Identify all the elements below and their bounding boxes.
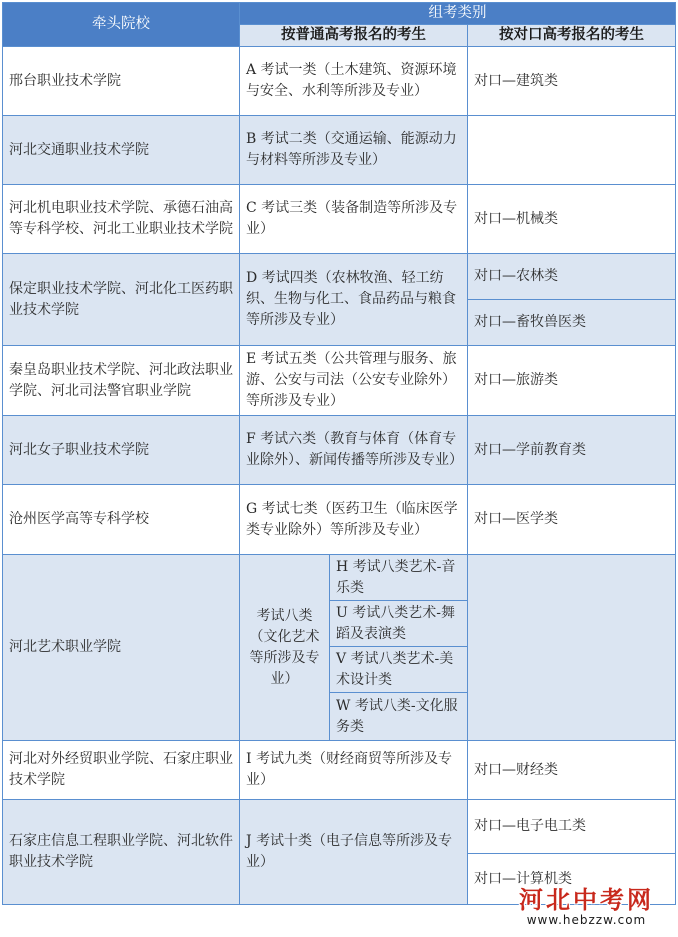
subcategory-cell: U 考试八类艺术-舞蹈及表演类 bbox=[330, 601, 468, 647]
category-cell: F 考试六类（教育与体育（体育专业除外）、新闻传播等所涉及专业） bbox=[240, 416, 468, 485]
table-row bbox=[3, 416, 676, 485]
table-row bbox=[3, 800, 676, 854]
vocational-exam-header: 按对口高考报名的考生 bbox=[468, 25, 676, 47]
vocational-cell: 对口—医学类 bbox=[468, 485, 676, 555]
school-cell: 保定职业技术学院、河北化工医药职业技术学院 bbox=[3, 254, 240, 346]
vocational-cell bbox=[468, 555, 676, 741]
school-cell: 邢台职业技术学院 bbox=[3, 47, 240, 116]
vocational-cell: 对口—学前教育类 bbox=[468, 416, 676, 485]
category-cell: E 考试五类（公共管理与服务、旅游、公安与司法（公安专业除外）等所涉及专业） bbox=[240, 346, 468, 416]
school-cell: 河北交通职业技术学院 bbox=[3, 116, 240, 185]
table-row bbox=[3, 346, 676, 416]
header-row-top bbox=[3, 3, 676, 25]
category-cell: 考试八类（文化艺术等所涉及专业） bbox=[240, 555, 330, 741]
category-cell: I 考试九类（财经商贸等所涉及专业） bbox=[240, 741, 468, 800]
table-row bbox=[3, 47, 676, 116]
school-cell: 河北女子职业技术学院 bbox=[3, 416, 240, 485]
category-cell: J 考试十类（电子信息等所涉及专业） bbox=[240, 800, 468, 905]
site-watermark bbox=[519, 887, 654, 927]
exam-category-table bbox=[2, 2, 676, 905]
table-row bbox=[3, 116, 676, 185]
subcategory-cell: W 考试八类-文化服务类 bbox=[330, 693, 468, 741]
school-cell: 沧州医学高等专科学校 bbox=[3, 485, 240, 555]
watermark-title: 河北中考网 bbox=[519, 885, 654, 914]
school-cell: 河北对外经贸职业学院、石家庄职业技术学院 bbox=[3, 741, 240, 800]
subcategory-cell: H 考试八类艺术-音乐类 bbox=[330, 555, 468, 601]
vocational-cell: 对口—机械类 bbox=[468, 185, 676, 254]
vocational-cell: 对口—农林类 bbox=[468, 254, 676, 300]
exam-group-header: 组考类别 bbox=[240, 3, 676, 25]
category-cell: A 考试一类（土木建筑、资源环境与安全、水利等所涉及专业） bbox=[240, 47, 468, 116]
vocational-cell: 对口—畜牧兽医类 bbox=[468, 300, 676, 346]
category-cell: B 考试二类（交通运输、能源动力与材料等所涉及专业） bbox=[240, 116, 468, 185]
vocational-cell: 对口—电子电工类 bbox=[468, 800, 676, 854]
general-exam-header: 按普通高考报名的考生 bbox=[240, 25, 468, 47]
vocational-cell bbox=[468, 116, 676, 185]
vocational-cell: 对口—财经类 bbox=[468, 741, 676, 800]
school-cell: 河北艺术职业学院 bbox=[3, 555, 240, 741]
table-row bbox=[3, 485, 676, 555]
school-cell: 石家庄信息工程职业学院、河北软件职业技术学院 bbox=[3, 800, 240, 905]
school-cell: 河北机电职业技术学院、承德石油高等专科学校、河北工业职业技术学院 bbox=[3, 185, 240, 254]
vocational-cell: 对口—旅游类 bbox=[468, 346, 676, 416]
watermark-url: www.hebzzw.com bbox=[526, 913, 647, 927]
category-cell: C 考试三类（装备制造等所涉及专业） bbox=[240, 185, 468, 254]
vocational-cell: 对口—计算机类 bbox=[468, 854, 676, 905]
exam-table-container bbox=[2, 2, 676, 905]
table-row bbox=[3, 555, 676, 601]
subcategory-cell: V 考试八类艺术-美术设计类 bbox=[330, 647, 468, 693]
category-cell: G 考试七类（医药卫生（临床医学类专业除外）等所涉及专业） bbox=[240, 485, 468, 555]
category-cell: D 考试四类（农林牧渔、轻工纺织、生物与化工、食品药品与粮食等所涉及专业） bbox=[240, 254, 468, 346]
table-row bbox=[3, 741, 676, 800]
table-row bbox=[3, 185, 676, 254]
table-row bbox=[3, 254, 676, 300]
vocational-cell: 对口—建筑类 bbox=[468, 47, 676, 116]
lead-school-header: 牵头院校 bbox=[3, 3, 240, 47]
school-cell: 秦皇岛职业技术学院、河北政法职业学院、河北司法警官职业学院 bbox=[3, 346, 240, 416]
